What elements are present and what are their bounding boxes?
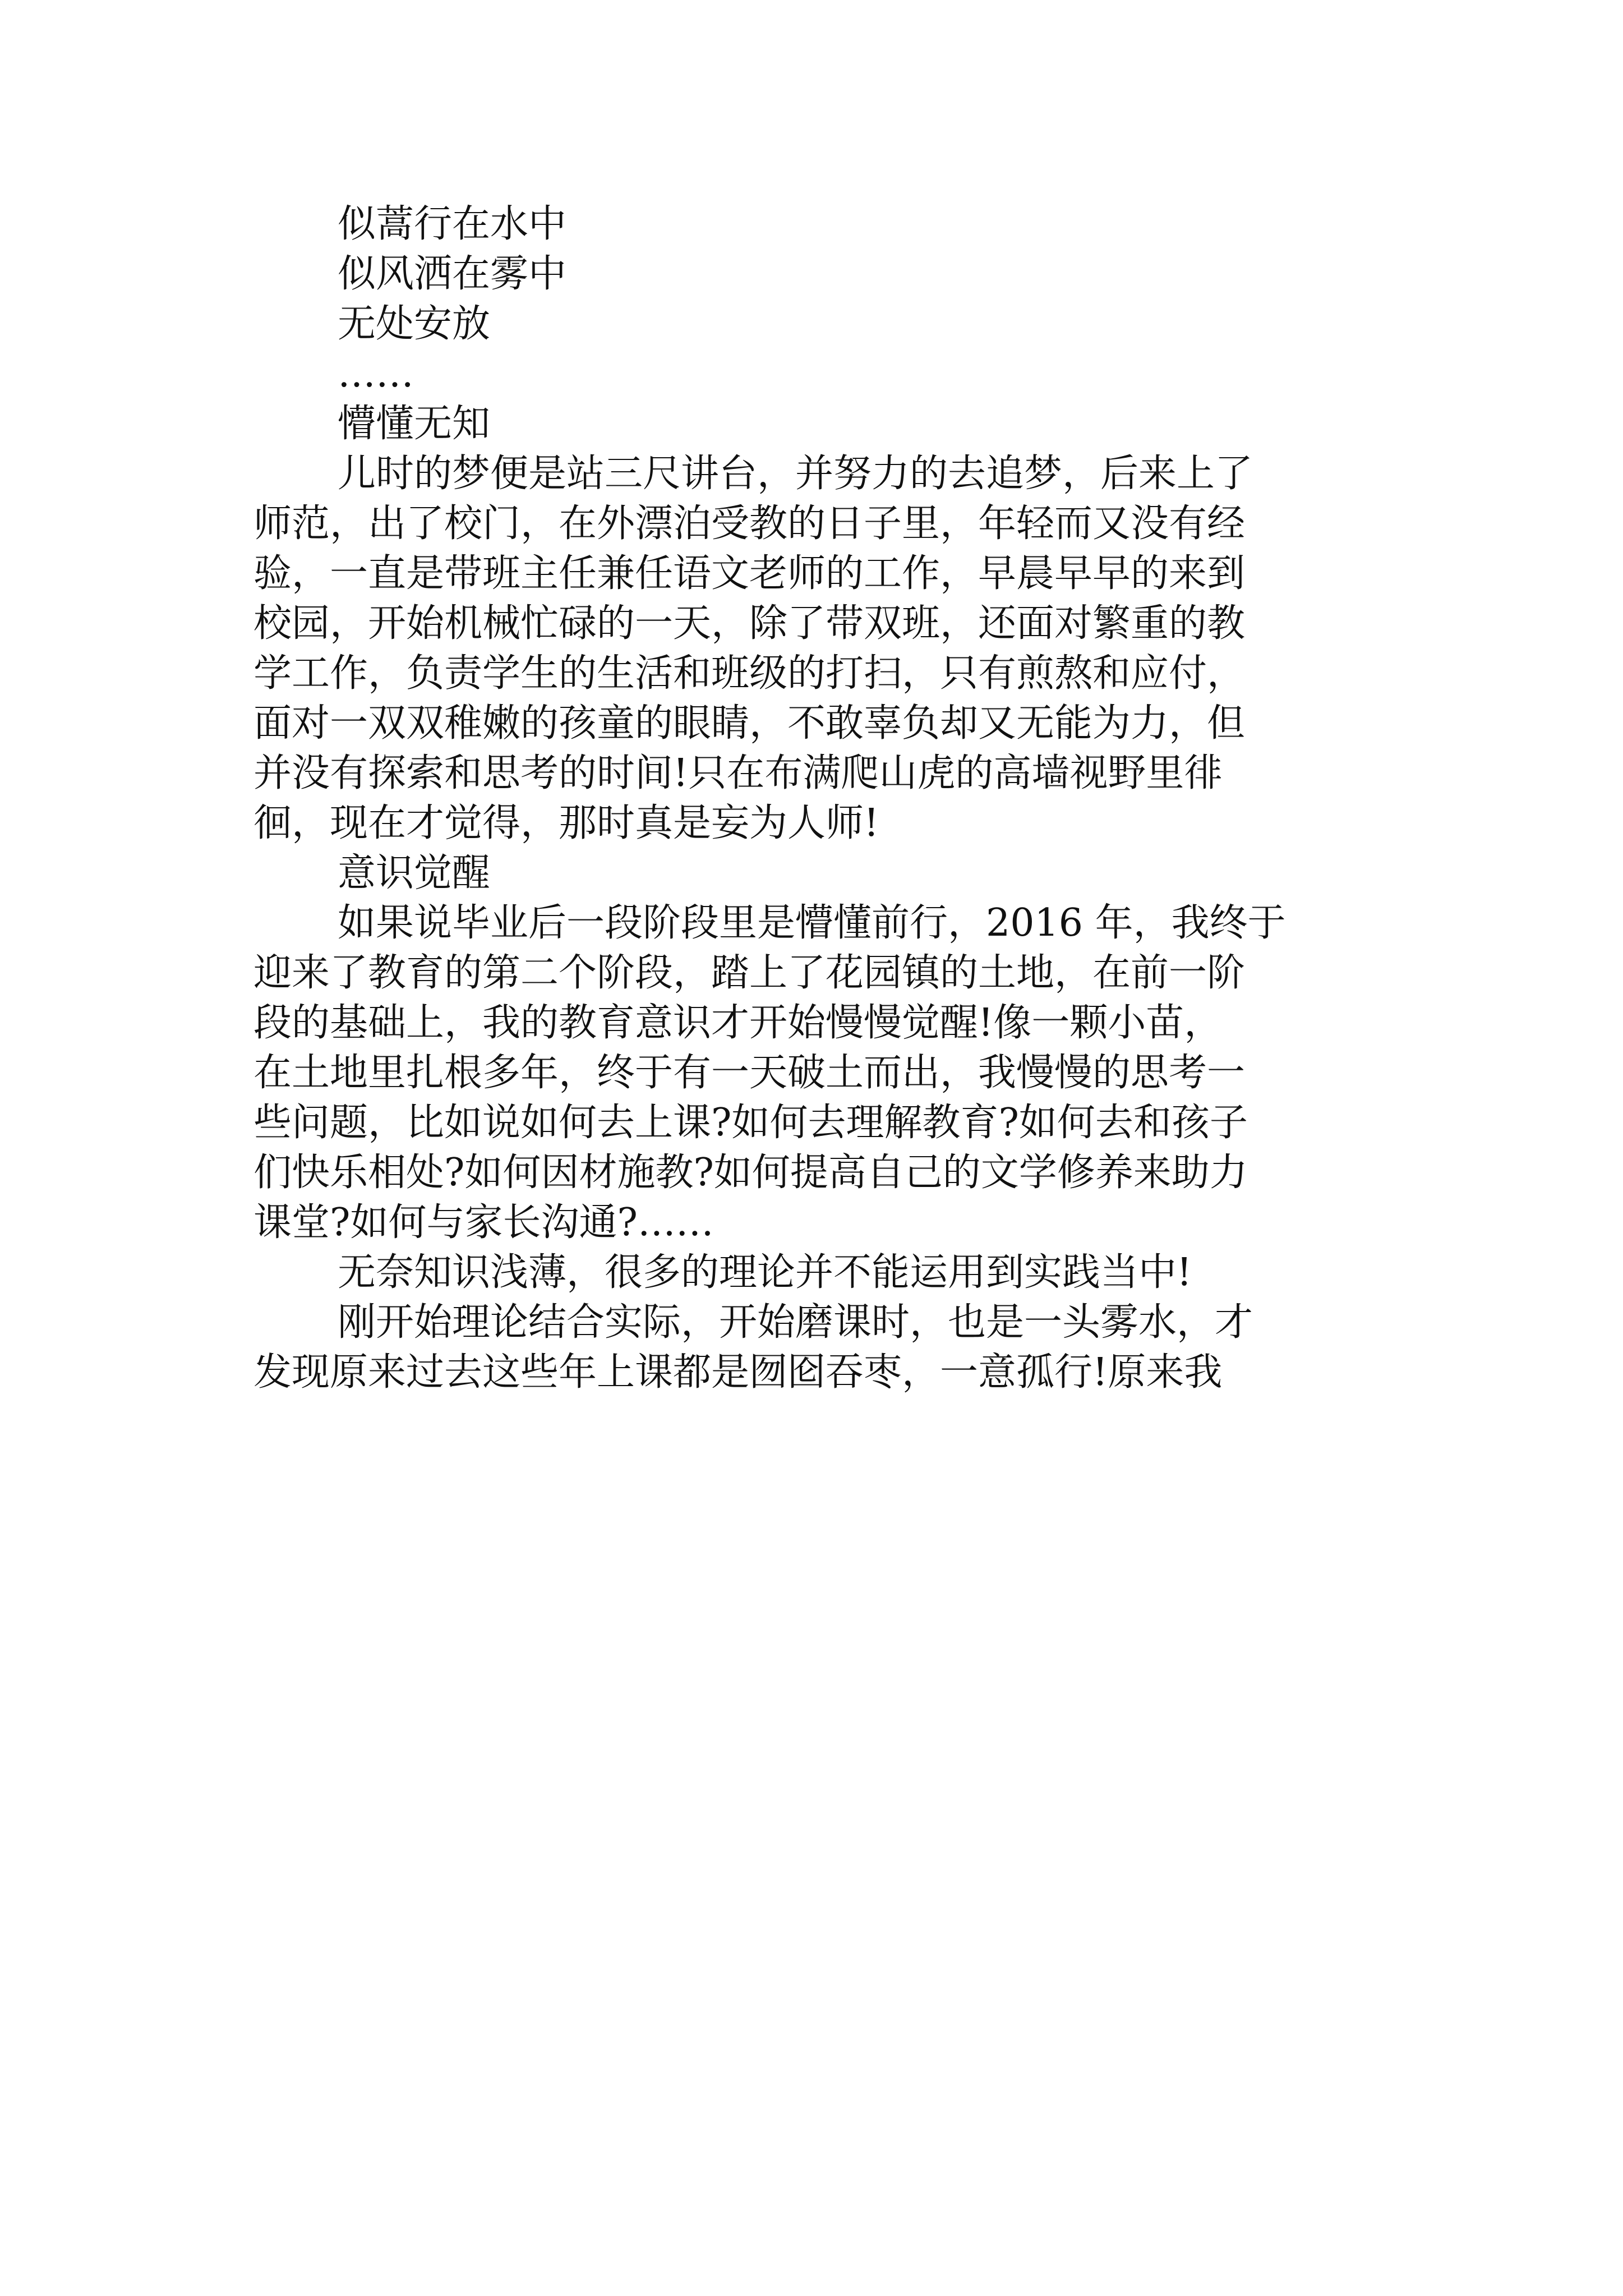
- section-heading: 意识觉醒: [338, 851, 491, 895]
- paragraph-line: 发现原来过去这些年上课都是囫囵吞枣，一意孤行!原来我: [253, 1350, 1223, 1395]
- paragraph-line: 在土地里扎根多年，终于有一天破土而出，我慢慢的思考一: [253, 1051, 1246, 1095]
- paragraph-line: 徊，现在才觉得，那时真是妄为人师!: [253, 801, 879, 845]
- paragraph-line: 学工作，负责学生的生活和班级的打扫，只有煎熬和应付，: [253, 651, 1246, 696]
- paragraph-line: 并没有探索和思考的时间!只在布满爬山虎的高墙视野里徘: [253, 751, 1223, 795]
- body-text: [253, 199, 1400, 1397]
- paragraph-line: 无奈知识浅薄，很多的理论并不能运用到实践当中!: [338, 1250, 1192, 1295]
- poem-line: 无处安放: [338, 302, 491, 346]
- paragraph-line: 课堂?如何与家长沟通?……: [253, 1200, 714, 1245]
- poem-line: 似蒿行在水中: [338, 202, 567, 246]
- paragraph-line: 段的基础上，我的教育意识才开始慢慢觉醒!像一颗小苗，: [253, 1001, 1223, 1045]
- paragraph-line: 校园，开始机械忙碌的一天，除了带双班，还面对繁重的教: [253, 601, 1246, 646]
- paragraph-line: 师范，出了校门，在外漂泊受教的日子里，年轻而又没有经: [253, 501, 1246, 546]
- paragraph-line: 些问题，比如说如何去上课?如何去理解教育?如何去和孩子: [253, 1101, 1248, 1145]
- paragraph-line: 验，一直是带班主任兼任语文老师的工作，早晨早早的来到: [253, 551, 1246, 596]
- paragraph-line: 儿时的梦便是站三尺讲台，并努力的去追梦，后来上了: [338, 452, 1253, 496]
- paragraph-line: 面对一双双稚嫩的孩童的眼睛，不敢辜负却又无能为力，但: [253, 701, 1246, 746]
- poem-line: 似风洒在雾中: [338, 252, 567, 296]
- ellipsis-line: ……: [338, 352, 414, 396]
- paragraph-line: 如果说毕业后一段阶段里是懵懂前行，2016 年，我终于: [338, 901, 1286, 945]
- section-heading: 懵懂无知: [338, 402, 491, 446]
- paragraph-line: 们快乐相处?如何因材施教?如何提高自己的文学修养来助力: [253, 1151, 1248, 1195]
- paragraph-line: 刚开始理论结合实际，开始磨课时，也是一头雾水，才: [338, 1300, 1253, 1345]
- paragraph-line: 迎来了教育的第二个阶段，踏上了花园镇的土地，在前一阶: [253, 951, 1246, 995]
